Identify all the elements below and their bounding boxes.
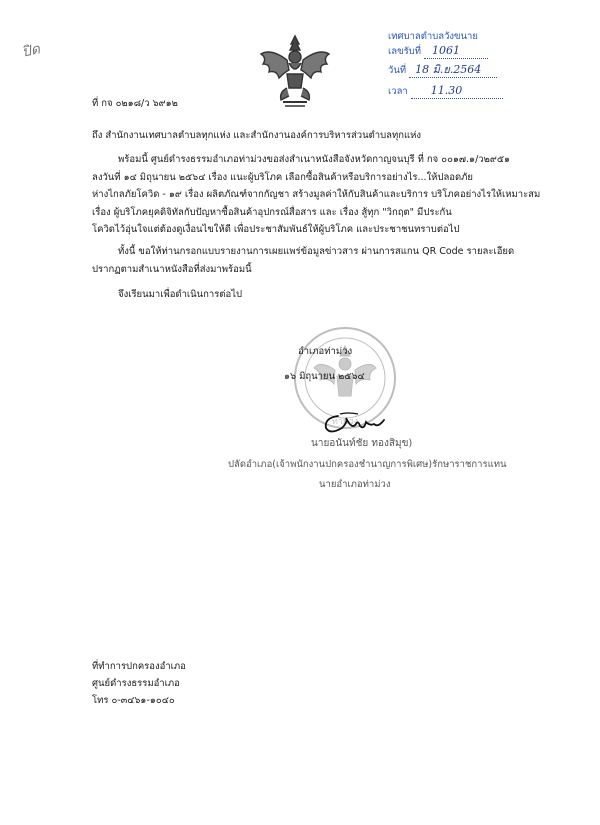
garuda-emblem-icon — [257, 30, 333, 110]
signer-position: ปลัดอำเภอ(เจ้าพนักงานปกครองชำนาญการพิเศษ)รักษาราชการแทน — [228, 459, 507, 470]
contact-footer — [92, 658, 186, 709]
body-line: โควิดไว้อุ่นใจแต่ต้องดูเงื่อนไขให้ดี เพื่อประชาสัมพันธ์ให้ผู้บริโภค และประชาชนทราบต่อไป — [92, 224, 460, 235]
body-line: ห่างไกลภัยโควิด - ๑๙ เรื่อง ผลิตภัณฑ์จากกัญชา สร้างมูลค่าให้กับสินค้าและบริการ บริโภคอย่างไรให้เหมาะสม — [92, 189, 541, 200]
body-line: ลงวันที่ ๑๔ มิถุนายน ๒๕๖๔ เรื่อง แนะผู้บริโภค เลือกซื้อสินค้าหรือบริการอย่างไร...ให้ปลอดภัย — [92, 171, 473, 183]
footer-center: ศูนย์ดำรงธรรมอำเภอ — [92, 678, 180, 689]
stamp-receive-no-label: เลขรับที่ — [388, 46, 421, 57]
sender-district: อำเภอท่าม่วง — [298, 346, 353, 357]
svg-text:ท่าม่วง: ท่าม่วง — [331, 417, 359, 427]
body-line: ทั้งนี้ ขอให้ท่านกรอกแบบรายงานการเผยแพร่ข้อมูลข่าวสาร ผ่านการสแกน QR Code รายละเอียด — [118, 246, 515, 257]
body-line: พร้อมนี้ ศูนย์ดำรงธรรมอำเภอท่าม่วงขอส่งสำเนาหนังสือจังหวัดกาญจนบุรี ที่ กจ ๐๐๑๗.๑/ว๒๙๕๑ — [118, 154, 511, 165]
receipt-stamp — [388, 30, 506, 114]
stamp-org: เทศบาลตำบลวังขนาย — [388, 31, 478, 42]
stamp-date-value: 18 มิ.ย.2564 — [409, 63, 497, 78]
stamp-time-value: 11.30 — [411, 84, 503, 99]
stamp-receive-no — [388, 44, 506, 59]
footer-phone: โทร ๐-๓๔๖๑-๑๐๔๐ — [92, 695, 175, 706]
body-paragraph-2 — [92, 243, 514, 278]
recipient-line: ถึง สำนักงานเทศบาลตำบลทุกแห่ง และสำนักงานองค์การบริหารส่วนตำบลทุกแห่ง — [92, 130, 422, 141]
handwritten-corner-note: ปิด — [20, 41, 42, 61]
stamp-receive-no-value: 1061 — [424, 44, 488, 59]
stamp-time-label: เวลา — [388, 86, 408, 97]
body-line: เรื่อง ผู้บริโภคยุคดิจิทัลกับปัญหาซื้อสินค้าอุปกรณ์สื่อสาร และ เรื่อง สู้ทุก "วิกฤต" มีประกัน — [92, 206, 452, 218]
body-paragraph-1 — [92, 151, 540, 239]
footer-office: ที่ทำการปกครองอำเภอ — [92, 661, 186, 672]
document-number: ที่ กจ ๐๒๑๘/ว ๖๙๑๒ — [92, 98, 178, 109]
issue-date: ๑๖ มิถุนายน ๒๕๖๔ — [284, 371, 365, 382]
handwritten-signature — [318, 408, 388, 436]
signer-position-acting: นายอำเภอท่าม่วง — [319, 479, 391, 490]
stamp-date-label: วันที่ — [388, 65, 407, 76]
stamp-time — [388, 84, 506, 99]
body-line: ปรากฏตามสำเนาหนังสือที่ส่งมาพร้อมนี้ — [92, 263, 252, 275]
closing-line: จึงเรียนมาเพื่อดำเนินการต่อไป — [118, 289, 243, 300]
signer-name: นายอนันท์ชัย ทองสิมุข) — [311, 438, 413, 449]
stamp-date — [388, 63, 506, 78]
